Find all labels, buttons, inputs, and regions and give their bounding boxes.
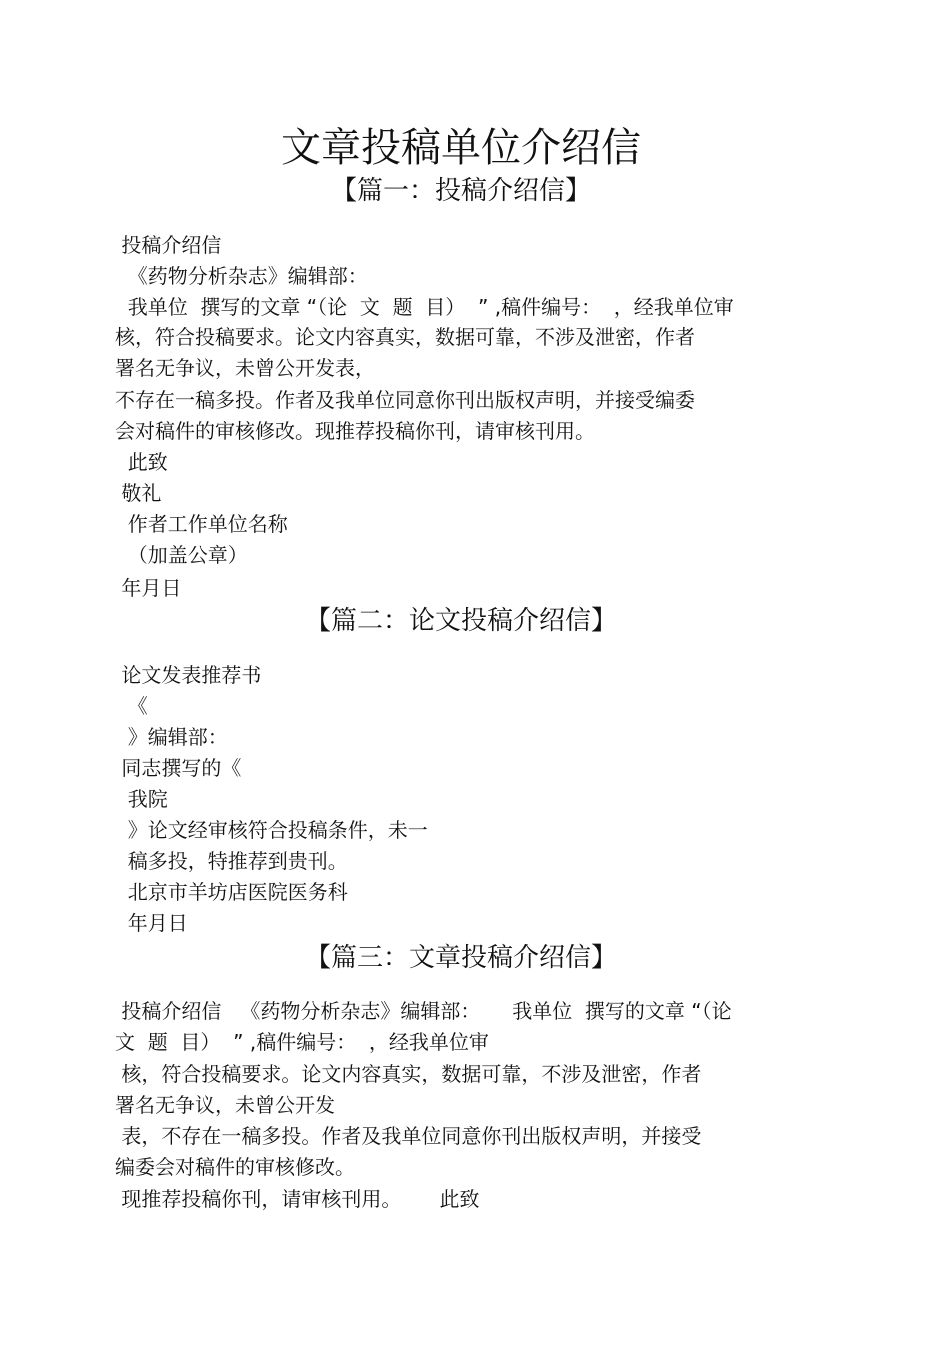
section-1-line: 年月日 bbox=[115, 576, 182, 600]
section-1-line: 敬礼 bbox=[115, 481, 162, 505]
section-1-line: 不存在一稿多投。作者及我单位同意你刊出版权声明，并接受编委 bbox=[115, 388, 695, 412]
section-2-line: 我院 bbox=[115, 787, 168, 811]
section-1-line: 会对稿件的审核修改。现推荐投稿你刊，请审核刊用。 bbox=[115, 419, 595, 443]
document-title: 文章投稿单位介绍信 bbox=[281, 125, 641, 171]
section-3-line: 现推荐投稿你刊，请审核刊用。 此致 bbox=[115, 1187, 480, 1211]
section-2-line: 《 bbox=[115, 694, 148, 718]
section-2-line: 同志撰写的《 bbox=[115, 756, 242, 780]
section-1-line: 投稿介绍信 bbox=[115, 233, 222, 257]
section-2-line: 》论文经审核符合投稿条件，未一 bbox=[115, 818, 428, 842]
section-3-line: 文 题 目） ” ,稿件编号： ，经我单位审 bbox=[115, 1030, 489, 1054]
section-3-line: 投稿介绍信 《药物分析杂志》编辑部： 我单位 撰写的文章 “（论 bbox=[115, 999, 732, 1023]
section-3-line: 表，不存在一稿多投。作者及我单位同意你刊出版权声明，并接受 bbox=[115, 1124, 702, 1148]
section-3-line: 编委会对稿件的审核修改。 bbox=[115, 1155, 355, 1179]
section-1-line: 我单位 撰写的文章 “（论 文 题 目） ” ,稿件编号： ，经我单位审 bbox=[115, 295, 734, 319]
section-1-heading: 【篇一：投稿介绍信】 bbox=[330, 176, 591, 206]
section-1-line: 此致 bbox=[115, 450, 168, 474]
section-1-line: （加盖公章） bbox=[115, 543, 248, 567]
section-2-line: 论文发表推荐书 bbox=[115, 663, 262, 687]
section-1-line: 署名无争议，未曾公开发表， bbox=[115, 356, 375, 380]
section-2-line: 》编辑部： bbox=[115, 725, 228, 749]
section-1-line: 《药物分析杂志》编辑部： bbox=[115, 264, 368, 288]
section-2-line: 稿多投，特推荐到贵刊。 bbox=[115, 849, 348, 873]
section-3-heading: 【篇三：文章投稿介绍信】 bbox=[304, 943, 617, 973]
section-3-line: 核，符合投稿要求。论文内容真实，数据可靠，不涉及泄密，作者 bbox=[115, 1062, 702, 1086]
section-1-line: 核，符合投稿要求。论文内容真实，数据可靠，不涉及泄密，作者 bbox=[115, 325, 695, 349]
section-1-line: 作者工作单位名称 bbox=[115, 512, 288, 536]
section-3-line: 署名无争议，未曾公开发 bbox=[115, 1093, 335, 1117]
section-2-line: 北京市羊坊店医院医务科 bbox=[115, 880, 348, 904]
section-2-heading: 【篇二：论文投稿介绍信】 bbox=[304, 606, 617, 636]
section-2-line: 年月日 bbox=[115, 911, 188, 935]
